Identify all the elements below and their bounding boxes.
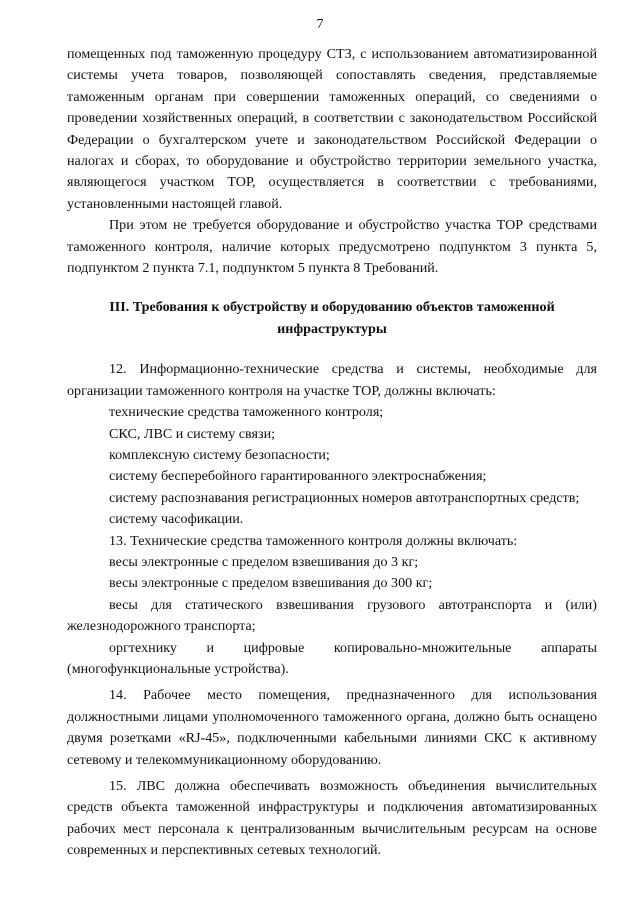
list-item: комплексную систему безопасности; xyxy=(109,446,330,463)
section-heading: III. Требования к обустройству и оборудованию объектов таможенной инфраструктуры xyxy=(109,299,555,337)
item-15: 15. ЛВС должна обеспечивать возможность объединения вычислительных средств объекта таможенной инфраструктуры и подключения автоматизированных рабочих мест персонала к централизованным вычислительным ресурсам на основе современных и перспективных сетевых технологий. xyxy=(67,778,597,859)
list-item: СКС, ЛВС и систему связи; xyxy=(109,425,276,442)
list-item: систему распознавания регистрационных номеров автотранспортных средств; xyxy=(109,489,580,506)
item-13-intro: 13. Технические средства таможенного контроля должны включать: xyxy=(109,532,518,549)
list-item: систему часофикации. xyxy=(109,511,244,528)
list-item: оргтехнику и цифровые копировально-множительные аппараты (многофункциональные устройства). xyxy=(67,639,597,677)
item-12-intro: 12. Информационно-технические средства и системы, необходимые для организации таможенного контроля на участке ТОР, должны включать: xyxy=(67,361,597,399)
item-14: 14. Рабочее место помещения, предназначенного для использования должностными лицами уполномоченного таможенного органа, должно быть оснащено двумя розетками «RJ-45», подключенными кабельными линиями СКС к активному сетевому и телекоммуникационному оборудованию. xyxy=(67,687,597,768)
list-item: технические средства таможенного контроля; xyxy=(109,404,384,421)
paragraph: помещенных под таможенную процедуру СТЗ, с использованием автоматизированной системы учета товаров, позволяющей сопоставлять сведения, представляемые таможенным органам при совершении таможенных операций, со сведениями о проведении хозяйственных операций, в соответствии с законодательством Российской Федерации о бухгалтерском учете и законодательством Российской Федерации о налогах и сборах, то оборудование и обустройство территории земельного участка, являющегося участком ТОР, осуществляется в соответствии с требованиями, установленными настоящей главой. xyxy=(67,46,597,212)
list-item: весы электронные с пределом взвешивания до 3 кг; xyxy=(109,553,419,570)
list-item: систему бесперебойного гарантированного электроснабжения; xyxy=(109,468,487,485)
paragraph: При этом не требуется оборудование и обустройство участка ТОР средствами таможенного контроля, наличие которых предусмотрено подпунктом 3 пункта 5, подпунктом 2 пункта 7.1, подпунктом 5 пункта 8 Требований. xyxy=(67,217,597,277)
list-item: весы электронные с пределом взвешивания до 300 кг; xyxy=(109,575,433,592)
list-item: весы для статического взвешивания грузового автотранспорта и (или) железнодорожного транспорта; xyxy=(67,596,597,635)
page-content xyxy=(67,44,597,862)
page-number: 7 xyxy=(316,17,324,32)
